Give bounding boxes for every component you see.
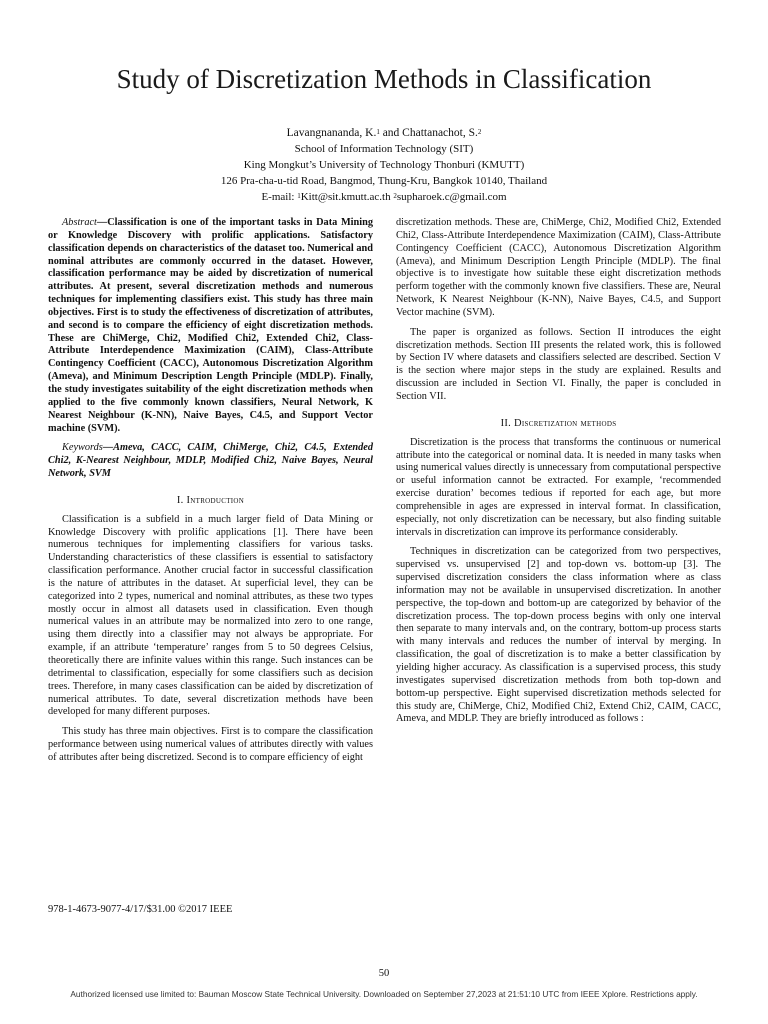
author-line <box>0 126 768 140</box>
abstract <box>48 217 373 435</box>
affiliation-university: King Mongkut’s University of Technology Thonburi (KMUTT) <box>243 159 525 171</box>
affiliation-email <box>0 190 768 204</box>
affiliation-school: School of Information Technology (SIT) <box>294 143 474 155</box>
section-heading-introduction: I. Introduction <box>176 494 245 506</box>
email-2-marker: 2 <box>393 192 397 200</box>
affiliation-address: 126 Pra-cha-u-tid Road, Bangmod, Thung-Kru, Bangkok 10140, Thailand <box>220 175 548 187</box>
author-1-marker: 1 <box>376 128 380 136</box>
left-column <box>48 217 373 765</box>
keywords <box>48 442 373 481</box>
paper-title: Study of Discretization Methods in Classification <box>116 64 652 94</box>
page-number: 50 <box>378 968 390 979</box>
email-1-marker: 1 <box>297 192 301 200</box>
license-notice: Authorized licensed use limited to: Bauman Moscow State Technical University. Downloaded on September 27,2023 at 21:51:10 UTC from IEEE Xplore. Restrictions apply. <box>70 989 698 999</box>
abstract-text: —Classification is one of the important tasks in Data Mining or Knowledge Discovery with prolific applications. Satisfactory classification depends on characteristics of the dataset too. Numerical and nominal attributes are commonly occurred in the dataset. However, classification performance may be aided by discretization of numerical attributes. At present, several discretization methods and numerous techniques for implementing classifiers exist. This study has three main objectives. First is to study the effectiveness of discretization of attributes, and second is to compare the efficiency of eight discretization methods. These are ChiMerge, Chi2, Modified Chi2, Extended Chi2, Class-Attribute Interdependence Maximization (CAIM), Class-Attribute Contingency Coefficient (CACC), Autonomous Discretization Algorithm (Ameva), and Minimum Description Length Principle (MDLP). Finally, the study investigates suitability of the eight discretization methods when applied to the five commonly known classifiers, Neural Network, K Nearest Neighbour (K-NN), Naive Bayes, C4.5, and Support Vector machine (SVM). <box>48 217 373 434</box>
copyright-notice: 978-1-4673-9077-4/17/$31.00 ©2017 IEEE <box>48 904 233 915</box>
email-prefix: E-mail: <box>261 191 298 203</box>
author-2: and Chattanachot, S. <box>379 127 478 139</box>
intro-paragraph-2: This study has three main objectives. First is to compare the classification performance between using numerical values of attributes directly with values of attributes after being discretized. Second is to compare efficiency of eight <box>48 726 373 763</box>
discretization-paragraph-1: Discretization is the process that transforms the continuous or numerical attribute into the categorical or nominal data. It is needed in many tasks when using numerical values directly is unnecessary from computational perspective or useful information cannot be extracted. For example, ‘recommended exercise duration’ becomes tedious if reported for each age, but more comprehensible in ages are expressed in interval format. In classification, especially, not only discretization can be necessary, but also finding suitable intervals in discretization can improve its performance considerably. <box>396 436 721 538</box>
author-2-marker: 2 <box>477 128 482 136</box>
discretization-paragraph-2: Techniques in discretization can be categorized from two perspectives, supervised vs. unsupervised [2] and top-down vs. bottom-up [3]. The supervised discretization considers the class information where as class information may not be available in unsupervised discretization. In another perspective, the top-down and bottom-up are categorized by behavior of the discretization process. The top-down process begins with only one interval then separate to many intervals and, on the contrary, bottom-up process starts with many intervals and reduces the number of interval by merging. In classification, the goal of discretization is to make a better classification by yielding higher accuracy. As classification is a supervised process, this study investigates supervised discretization methods from both top-down and bottom-up perspective. Eight supervised discretization methods selected for this study are, ChiMerge, Chi2, Modified Chi2, Extend Chi2, CAIM, CACC, Ameva, and MDLP. They are briefly introduced as follows : <box>396 546 721 725</box>
keywords-text: —Ameva, CACC, CAIM, ChiMerge, Chi2, C4.5, Extended Chi2, K-Nearest Neighbour, MDLP, Modified Chi2, Naive Bayes, Neural Network, SVM <box>48 442 373 480</box>
intro-paragraph-3: The paper is organized as follows. Section II introduces the eight discretization methods. Section III presents the related work, this is followed by Section IV where datasets and classifiers selected are described. Section V is the section where major steps in the study are explained. Results and discussion are included in Section VI. Finally, the paper is concluded in Section VII. <box>396 326 721 402</box>
author-1: Lavangnananda, K. <box>286 127 377 139</box>
email-2[interactable]: supharoek.c@gmail.com <box>396 191 507 203</box>
section-heading-discretization: II. Discretization methods <box>500 417 617 429</box>
intro-paragraph-1: Classification is a subfield in a much larger field of Data Mining or Knowledge Discovery with prolific applications [1]. There have been numerous techniques for implementing classifiers for various tasks. Understanding characteristics of these classifiers is essential to satisfactory classification performance. Another crucial factor in successful classification is the nature of attributes in the dataset. At superficial level, they can be categorized into 2 types, numerical and nominal attributes, as these two types mostly occur in almost all datasets used in classification. Even though numerical values in an attribute may be normalized into zero to one range, using them directly into a classifier may not always be appropriate. For example, if an attribute ‘temperature’ ranges from 5 to 50 degrees Celsius, theoretically there are infinite values within this range. Such instances can be detrimental to classification, especially for some classifiers such as decision trees. Therefore, in many cases classification can be aided by discretization of numerical attributes. To date, several discretization methods have been developed for many different purposes. <box>48 513 373 718</box>
abstract-label: Abstract <box>62 217 97 228</box>
keywords-label: Keywords <box>62 442 103 454</box>
right-column <box>396 217 721 726</box>
email-1[interactable]: Kitt@sit.kmutt.ac.th <box>300 191 391 203</box>
intro-paragraph-2-continued: discretization methods. These are, ChiMerge, Chi2, Modified Chi2, Extended Chi2, Class-Attribute Interdependence Maximization (CAIM), Class-Attribute Contingency Coefficient (CACC), Autonomous Discretization Algorithm (Ameva), and Minimum Description Length Principle (MDLP). The final objective is to investigate how suitable these eight discretization methods perform together with the commonly known five classifiers. These are, Neural Network, K Nearest Neighbour (K-NN), Naive Bayes, C4.5, and Support Vector machine (SVM). <box>396 217 721 318</box>
